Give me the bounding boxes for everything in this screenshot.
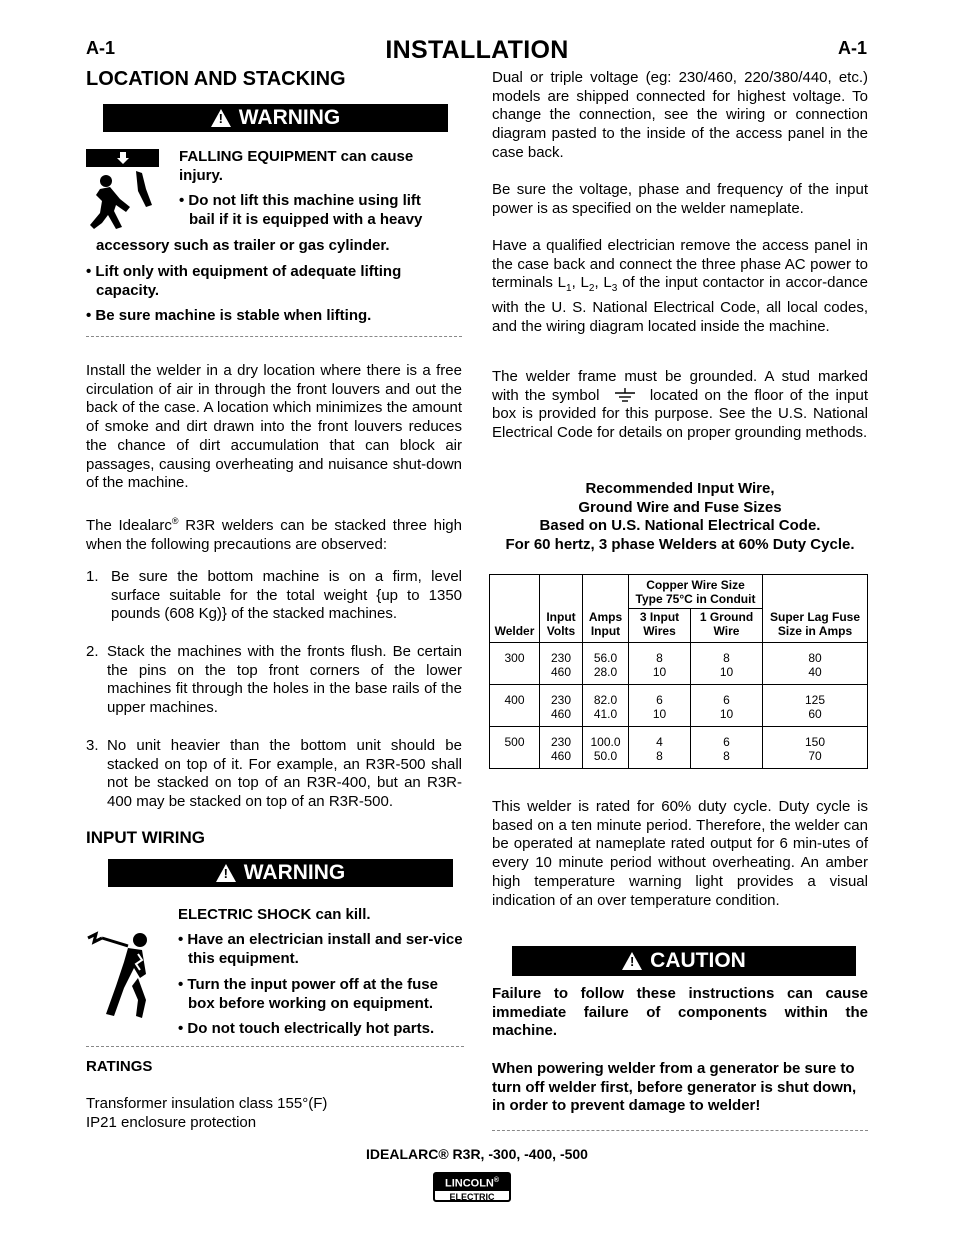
right-paragraph-2: Be sure the voltage, phase and frequency of the input power is as specified on the welder nameplate. — [492, 181, 868, 217]
falling-headline: FALLING EQUIPMENT can cause injury. — [179, 148, 414, 184]
col-header-input-wires: 3 Input Wires — [629, 609, 691, 643]
stacking-item-2: 2. Stack the machines with the fronts flush. Be certain the pins on the top front corners of the lower machines fit through the holes in the base rails of the upper machines. — [86, 643, 462, 717]
warning-bar-location — [103, 104, 448, 132]
falling-bullet-1b: bail if it is equipped with a heavy — [189, 211, 423, 228]
page-title: INSTALLATION — [385, 36, 569, 64]
right-paragraph-1: Dual or triple voltage (eg: 230/460, 220/380/440, etc.) models are shipped connected for highest voltage. To change the connection, see the wiring or connection diagram pasted to the inside of the access panel in the case back. — [492, 69, 868, 161]
ratings-heading: RATINGS — [86, 1058, 153, 1075]
lincoln-electric-logo: LINCOLN® ELECTRIC — [433, 1172, 511, 1202]
stacking-item-3: 3. No unit heavier than the bottom unit should be stacked on top of it. For example, an R3R-500 shall not be stacked on top of an R3R-400, but an R3R-400 may be stacked on top of an R3R-500. — [86, 737, 462, 811]
footer-model: IDEALARC® R3R, -300, -400, -500 — [366, 1146, 588, 1162]
ratings-line-2: IP21 enclosure protection — [86, 1114, 257, 1131]
shock-headline: ELECTRIC SHOCK can kill. — [178, 906, 371, 923]
caution-bar — [512, 946, 856, 976]
falling-bullet-3: • Be sure machine is stable when lifting. — [86, 307, 372, 324]
divider — [492, 1130, 868, 1131]
right-paragraph-4: The welder frame must be grounded. A stud marked with the symbol located on the floor of the input box is provided for this purpose. See the U.S. National Electrical Code for details on proper grounding methods. — [492, 368, 869, 442]
ratings-line-1: Transformer insulation class 155°(F) — [86, 1095, 328, 1112]
location-paragraph-1: Install the welder in a dry location where there is a free circulation of air in through the front louvers and out the back of the case. A location which minimizes the amount of smoke and dirt drawn into the front louvers reduces the chance of dirt accumulation that can block air passages, causing overheating and nuisance shut-down of the machine. — [86, 362, 462, 492]
table-row: 500 230 460 100.0 50.0 4 8 6 8 150 70 — [490, 727, 868, 769]
stacking-item-1: 1. Be sure the bottom machine is on a firm, level surface suitable for the total weight {up to 1350 pounds (608 Kg)} of the stacked machines. — [86, 568, 462, 623]
page-number-left: A-1 — [86, 38, 116, 58]
col-header-volts: Input Volts — [540, 575, 583, 643]
electric-shock-icon — [84, 928, 164, 1020]
warning-label: WARNING — [243, 861, 346, 884]
warning-label: WARNING — [238, 106, 341, 129]
location-paragraph-2: The Idealarc® R3R welders can be stacked three high when the following precautions are observed: — [86, 516, 462, 553]
divider — [86, 336, 462, 337]
table-row: 300 230 460 56.0 28.0 8 10 8 10 80 40 — [490, 643, 868, 685]
ground-symbol-icon — [612, 388, 638, 402]
col-header-ground-wire: 1 Ground Wire — [691, 609, 763, 643]
wire-fuse-table — [489, 574, 868, 769]
table-row: 400 230 460 82.0 41.0 6 10 6 10 125 60 — [490, 685, 868, 727]
shock-bullet-1: • Have an electrician install and ser-vice this equipment. — [178, 931, 463, 967]
col-header-fuse: Super Lag Fuse Size in Amps — [763, 575, 868, 643]
caution-text-1: Failure to follow these instructions can cause immediate failure of components within the machine. — [492, 985, 868, 1040]
caution-label: CAUTION — [650, 949, 746, 972]
falling-bullet-1a: • Do not lift this machine using lift — [179, 192, 421, 209]
page-number-right: A-1 — [838, 38, 868, 58]
shock-bullet-3: • Do not touch electrically hot parts. — [178, 1020, 435, 1037]
shock-bullet-2: • Turn the input power off at the fuse box before working on equipment. — [178, 976, 438, 1012]
col-header-amps: Amps Input — [583, 575, 629, 643]
caution-triangle-icon: ! — [622, 952, 642, 970]
caution-text-2: When powering welder from a generator be sure to turn off welder first, before generator is shut down, in order to prevent damage to welder! — [492, 1060, 857, 1115]
divider — [86, 1046, 464, 1047]
warning-bar-input — [108, 859, 453, 887]
warning-triangle-icon: ! — [216, 864, 236, 882]
input-wiring-heading: INPUT WIRING — [86, 828, 205, 847]
falling-equipment-icon — [86, 149, 162, 233]
col-header-welder: Welder — [490, 575, 540, 643]
warning-triangle-icon: ! — [211, 109, 231, 127]
falling-bullet-1c: accessory such as trailer or gas cylinder. — [96, 237, 390, 254]
location-heading: LOCATION AND STACKING — [86, 68, 346, 90]
falling-bullet-2: • Lift only with equipment of adequate lifting capacity. — [86, 263, 402, 299]
table-caption: Recommended Input Wire, Ground Wire and Fuse Sizes Based on U.S. National Electrical Code. For 60 hertz, 3 phase Welders at 60% Duty Cycle. — [505, 480, 855, 554]
duty-cycle-paragraph: This welder is rated for 60% duty cycle. Duty cycle is based on a ten minute period. Therefore, the welder can be operated at nameplate rated output for 6 min-utes of every 10 minute period without overheating. An amber high temperature warning light provides a visual indication of an over temperature condition. — [492, 798, 868, 909]
group-header-copper: Copper Wire Size Type 75°C in Conduit — [629, 575, 763, 609]
right-paragraph-3: Have a qualified electrician remove the access panel in the case back and connect the three phase AC power to terminals $L_1$, $L_2$, $L_3$ of the input contactor in accor-dance with the U. S. National Electrical Code, all local codes, and the wiring diagram located inside the machine. — [492, 237, 868, 335]
